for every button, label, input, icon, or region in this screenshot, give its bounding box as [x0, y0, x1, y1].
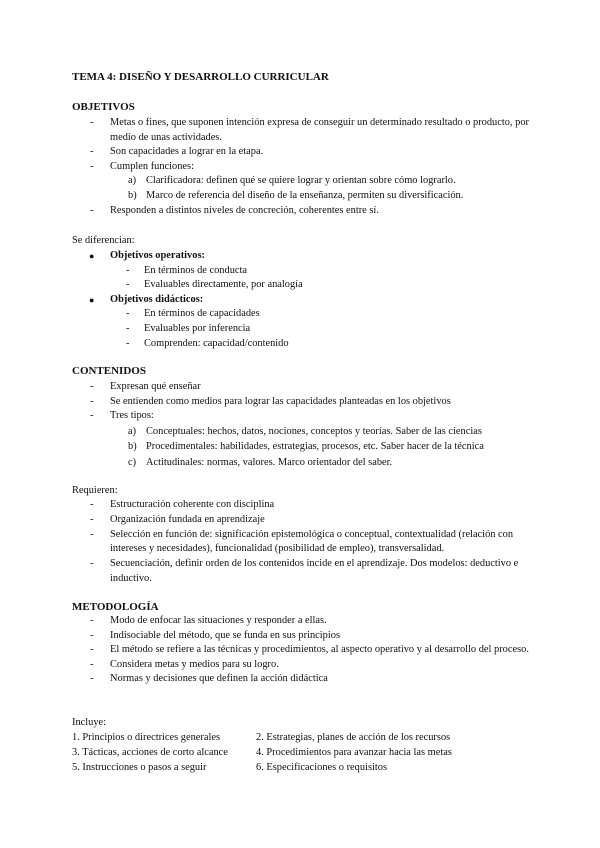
list-item-text: Cumplen funciones:: [110, 160, 194, 172]
bullet-icon: ●: [89, 294, 95, 305]
list-item: [110, 307, 532, 322]
list-item: [72, 672, 532, 687]
list-item-text: Comprenden: capacidad/contenido: [144, 337, 289, 349]
list-item-text: Responden a distintos niveles de concreción, coherentes entre sí.: [110, 204, 379, 216]
list-marker: c): [128, 456, 137, 468]
list-item-text: Tres tipos:: [110, 410, 154, 422]
list-item: [72, 658, 532, 673]
funciones-list: [110, 174, 532, 203]
list-item: [110, 424, 532, 439]
list-item: [110, 278, 532, 293]
list-item: [110, 322, 532, 337]
list-marker: b): [128, 189, 137, 201]
list-item: [72, 293, 532, 351]
list-item: [72, 204, 532, 219]
list-item-text: En términos de conducta: [144, 264, 248, 276]
list-item: [72, 409, 532, 470]
incluye-cell: 3. Tácticas, acciones de corto alcance: [72, 747, 228, 758]
list-item-text: Evaluables por inferencia: [144, 322, 251, 334]
list-item: [72, 557, 532, 587]
objetivos-list: [72, 116, 532, 218]
list-item: [72, 629, 532, 644]
list-item-text: Son capacidades a lograr en la etapa.: [110, 146, 264, 158]
list-item: [110, 337, 532, 352]
list-item-text: Conceptuales: hechos, datos, nociones, conceptos y teorías. Saber de las ciencias: [146, 425, 482, 437]
requieren-list: [72, 498, 532, 587]
incluye-cell: 2. Estrategias, planes de acción de los recursos: [256, 732, 451, 743]
section-heading-objetivos: OBJETIVOS: [72, 101, 135, 113]
list-item-text: Modo de enfocar las situaciones y responder a ellas.: [110, 615, 327, 626]
list-item: [72, 249, 532, 293]
metodologia-list: [72, 614, 532, 687]
list-marker: a): [128, 425, 137, 437]
list-item-text: Procedimentales: habilidades, estrategias, procesos, etc. Saber hacer de la técnica: [146, 441, 484, 453]
list-item: [72, 395, 532, 410]
sub-list: [110, 264, 532, 293]
section-heading-metodologia: METODOLOGÍA: [72, 601, 159, 613]
incluye-cell: 6. Especificaciones o requisitos: [256, 762, 387, 773]
list-item: [72, 498, 532, 513]
list-item-text: Indisociable del método, que se funda en sus principios: [110, 629, 340, 641]
list-item-text: Organización fundada en aprendizaje: [110, 513, 265, 525]
list-item: [72, 643, 532, 658]
list-item: [72, 160, 532, 204]
list-item: [72, 116, 532, 145]
incluye-cell: 5. Instrucciones o pasos a seguir: [72, 762, 207, 773]
list-item-text: Se entienden como medios para lograr las capacidades planteadas en los objetivos: [110, 395, 451, 407]
list-item-text: Actitudinales: normas, valores. Marco orientador del saber.: [146, 456, 393, 468]
sub-list: [110, 307, 532, 351]
incluye-intro: Incluye:: [72, 717, 107, 728]
incluye-cell: 1. Principios o directrices generales: [72, 732, 221, 743]
list-item: [110, 439, 532, 454]
group-title: Objetivos didácticos:: [110, 293, 204, 305]
list-marker: a): [128, 175, 137, 187]
list-item-text: Secuenciación, definir orden de los contenidos incide en el aprendizaje. Dos modelos: deductivo e inductivo.: [110, 558, 519, 584]
requieren-intro: Requieren:: [72, 485, 118, 496]
list-item-text: El método se refiere a las técnicas y procedimientos, al aspecto operativo y al desarrollo del proceso.: [110, 644, 529, 656]
list-item-text: Considera metas y medios para su logro.: [110, 658, 279, 670]
list-item: [72, 528, 532, 558]
list-item-text: Estructuración coherente con disciplina: [110, 499, 275, 510]
list-item-text: Metas o fines, que suponen intención expresa de conseguir un determinado resultado o producto, por medio de unas actividades.: [110, 117, 529, 143]
list-item-text: Clarificadora: definen qué se quiere lograr y orientan sobre cómo lograrlo.: [146, 175, 456, 187]
page-title: TEMA 4: DISEÑO Y DESARROLLO CURRICULAR: [72, 71, 329, 83]
list-item-text: Selección en función de: significación epistemológica o conceptual, contextualidad (relación con intereses y necesidades), funcionalidad (posibilidad de empleo), transversalidad.: [110, 528, 514, 555]
list-item: [110, 455, 532, 470]
list-item-text: En términos de capacidades: [144, 308, 260, 320]
tipos-list: [110, 424, 532, 470]
list-marker: b): [128, 441, 137, 453]
list-item: [72, 145, 532, 160]
list-item-text: Marco de referencia del diseño de la enseñanza, permiten su diversificación.: [146, 189, 464, 201]
list-item: [110, 264, 532, 279]
diferencian-intro: Se diferencian:: [72, 235, 135, 246]
list-item-text: Evaluables directamente, por analogía: [144, 279, 303, 291]
bullet-icon: ●: [89, 251, 95, 261]
contenidos-list: [72, 380, 532, 470]
list-item-text: Normas y decisiones que definen la acción didáctica: [110, 673, 328, 685]
list-item: [72, 614, 532, 629]
list-item-text: Expresan qué enseñar: [110, 381, 201, 392]
list-item: [110, 189, 532, 204]
diferencian-list: [72, 249, 532, 351]
list-item: [72, 380, 532, 395]
section-heading-contenidos: CONTENIDOS: [72, 365, 146, 377]
incluye-cell: 4. Procedimientos para avanzar hacia las metas: [256, 747, 452, 758]
group-title: Objetivos operativos:: [110, 250, 205, 261]
list-item: [110, 174, 532, 189]
list-item: [72, 513, 532, 528]
